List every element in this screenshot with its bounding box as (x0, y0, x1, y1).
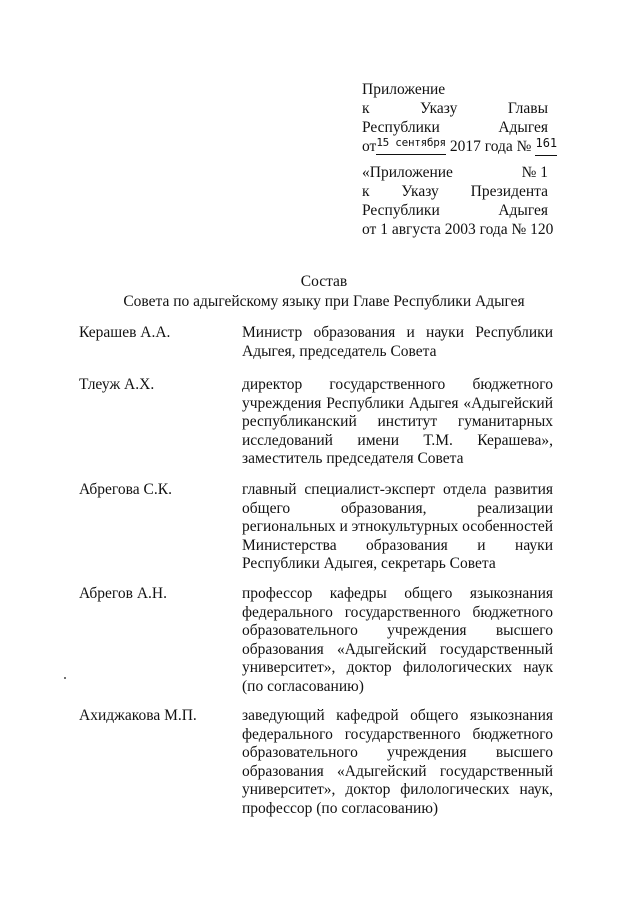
handwritten-date: 15 сентября (376, 136, 446, 155)
appendix-header (362, 80, 558, 156)
appendix-republic-line: Республики Адыгея (362, 119, 548, 136)
appendix-date-line: от 15 сентября 2017 года № 161 (362, 136, 558, 155)
previous-appendix-header (362, 163, 554, 239)
member-name: Ахиджакова М.П. (79, 707, 197, 724)
member-row (79, 707, 559, 818)
appendix-title: Приложение (362, 81, 446, 98)
document-title (0, 272, 640, 312)
member-row (79, 481, 559, 574)
scan-speck (64, 677, 66, 679)
previous-appendix-republic-line: Республики Адыгея (362, 202, 548, 219)
appendix-decree-line: к Указу Главы (362, 100, 548, 117)
member-role: Министр образования и науки Республики Адыгея, председатель Совета (242, 324, 553, 360)
member-name: Тлеуж А.Х. (79, 376, 155, 393)
member-row (79, 324, 559, 361)
previous-appendix-date-line: от 1 августа 2003 года № 120 (362, 221, 554, 238)
member-name: Абрегова С.К. (79, 481, 172, 498)
title-line-council: Совета по адыгейскому языку при Главе Республики Адыгея (123, 293, 525, 310)
title-line-composition: Состав (300, 273, 348, 290)
member-role: профессор кафедры общего языкознания федерального государственного бюджетного образовательного учреждения высшего образования «Адыгейский государственный университет», доктор филологических наук (по согласованию) (242, 585, 553, 695)
member-role: директор государственного бюджетного учреждения Республики Адыгея «Адыгейский республиканский институт гуманитарных исследований имени Т.М. Керашева», заместитель председателя Совета (242, 376, 553, 467)
member-row (79, 585, 559, 696)
previous-appendix-title: «Приложение № 1 (362, 164, 548, 181)
member-role: заведующий кафедрой общего языкознания федерального государственного бюджетного образовательного учреждения высшего образования «Адыгейский государственный университет», доктор филологических наук, профессор (по согласованию) (242, 707, 553, 817)
member-role: главный специалист-эксперт отдела развития общего образования, реализации региональных и этнокультурных особенностей Министерства образования и науки Республики Адыгея, секретарь Совета (242, 481, 553, 572)
previous-appendix-decree-line: к Указу Президента (362, 183, 548, 200)
member-row (79, 376, 559, 469)
handwritten-number: 161 (535, 137, 557, 156)
member-name: Абрегов А.Н. (79, 585, 167, 602)
member-name: Керашев А.А. (79, 324, 171, 341)
